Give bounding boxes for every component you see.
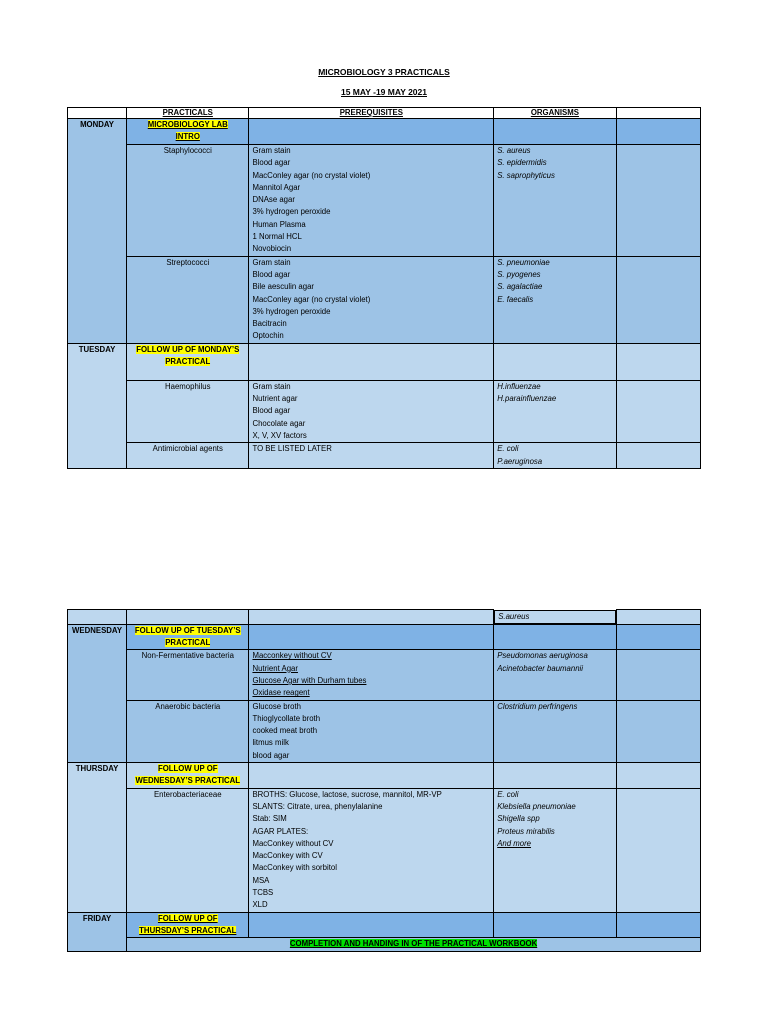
monday-intro-prereq	[249, 119, 494, 145]
prereq-item: BROTHS: Glucose, lactose, sucrose, mannitol, MR-VP	[252, 789, 442, 799]
followup-line-1: FOLLOW UP OF	[157, 764, 218, 774]
tuesday-followup	[127, 343, 249, 380]
prereq-item: Nutrient agar	[252, 394, 298, 404]
staph-row	[68, 145, 701, 257]
day-thursday: THURSDAY	[68, 763, 127, 913]
followup-line-2: PRACTICAL	[165, 638, 211, 648]
strep-prereq	[249, 256, 494, 343]
top-row-prac	[127, 610, 249, 625]
staph-extra	[616, 145, 700, 257]
top-row-organism: S.aureus	[494, 610, 615, 624]
table2-top-row	[68, 610, 701, 625]
header-organisms: ORGANISMS	[494, 108, 616, 119]
organism-item: Acinetobacter baumannii	[497, 663, 584, 673]
organism-item: H.parainfluenzae	[497, 394, 557, 404]
prereq-item: Glucose broth	[252, 701, 301, 711]
prereq-item: Oxidase reagent	[252, 688, 310, 698]
friday-followup	[127, 912, 249, 938]
followup-line-2: THURSDAY’S PRACTICAL	[139, 925, 237, 935]
antimicrobial-prereq	[249, 443, 494, 469]
prereq-item: litmus milk	[252, 738, 289, 748]
prereq-item: Nutrient Agar	[252, 663, 298, 673]
organism-item: S. pyogenes	[497, 269, 541, 279]
prereq-item: blood agar	[252, 750, 290, 760]
prereq-item: cooked meat broth	[252, 726, 318, 736]
prereq-item: Chocolate agar	[252, 418, 306, 428]
practical-anaerobic: Anaerobic bacteria	[127, 700, 249, 762]
prereq-item: MacConkey with sorbitol	[252, 863, 337, 873]
prereq-item: MacConkey without CV	[252, 838, 334, 848]
thursday-followup-org	[494, 763, 616, 789]
prereq-item: MacConley agar (no crystal violet)	[252, 170, 371, 180]
antimicrobial-row	[68, 443, 701, 469]
prereq-item: DNAse agar	[252, 195, 295, 205]
nonferm-prereq	[249, 650, 494, 700]
intro-line-1: MICROBIOLOGY LAB	[147, 120, 228, 129]
antimicrobial-organisms	[494, 443, 616, 469]
header-practicals: PRACTICALS	[127, 108, 249, 119]
followup-line-2: PRACTICAL	[165, 357, 211, 367]
tuesday-followup-prereq	[249, 343, 494, 380]
organism-item: Klebsiella pneumoniae	[497, 801, 576, 811]
practical-nonfermentative: Non-Fermentative bacteria	[127, 650, 249, 700]
completion-text: COMPLETION AND HANDING IN OF THE PRACTICAL WORKBOOK	[289, 939, 538, 949]
staph-organisms	[494, 145, 616, 257]
wednesday-followup-extra	[616, 624, 700, 650]
practical-haemophilus: Haemophilus	[127, 380, 249, 442]
entero-prereq	[249, 788, 494, 912]
schedule-table-2	[67, 609, 701, 952]
monday-intro-org	[494, 119, 616, 145]
prereq-item: Blood agar	[252, 269, 291, 279]
friday-followup-extra	[616, 912, 700, 938]
haemophilus-row	[68, 380, 701, 442]
schedule-table-1	[67, 107, 701, 469]
prereq-item: 3% hydrogen peroxide	[252, 306, 331, 316]
nonferm-organisms	[494, 650, 616, 700]
organism-item: Shigella spp	[497, 814, 540, 824]
organism-item: S. agalactiae	[497, 282, 543, 292]
prereq-item: Gram stain	[252, 257, 291, 267]
header-prerequisites: PREREQUISITES	[249, 108, 494, 119]
prereq-item: XLD	[252, 900, 268, 910]
prereq-item: SLANTS: Citrate, urea, phenylalanine	[252, 801, 383, 811]
staph-prereq	[249, 145, 494, 257]
prereq-item: MacConley agar (no crystal violet)	[252, 294, 371, 304]
monday-intro-extra	[616, 119, 700, 145]
thursday-followup-prereq	[249, 763, 494, 789]
prereq-item: Bile aesculin agar	[252, 282, 314, 292]
intro-line-2: INTRO	[175, 132, 200, 142]
prereq-item: 1 Normal HCL	[252, 232, 302, 242]
strep-extra	[616, 256, 700, 343]
prereq-item: Gram stain	[252, 146, 291, 155]
friday-followup-row	[68, 912, 701, 938]
prereq-item: Macconkey without CV	[252, 651, 332, 661]
prereq-item: MSA	[252, 875, 270, 885]
organism-item: S. pneumoniae	[497, 257, 550, 267]
anaerobic-row	[68, 700, 701, 762]
thursday-followup-extra	[616, 763, 700, 789]
organism-item: Pseudomonas aeruginosa	[497, 651, 588, 661]
top-row-extra	[616, 610, 700, 625]
anaerobic-extra	[616, 700, 700, 762]
prereq-item: TCBS	[252, 888, 274, 898]
organism-item: E. coli	[497, 789, 519, 799]
wednesday-followup-prereq	[249, 624, 494, 650]
anaerobic-prereq	[249, 700, 494, 762]
prereq-item: Stab: SIM	[252, 814, 287, 824]
friday-followup-org	[494, 912, 616, 938]
practical-staphylococci: Staphylococci	[127, 145, 249, 257]
friday-followup-prereq	[249, 912, 494, 938]
prereq-item: Thioglycollate broth	[252, 713, 321, 723]
completion-cell	[127, 938, 701, 951]
organism-item: Clostridium perfringens	[497, 701, 578, 711]
day-friday: FRIDAY	[68, 912, 127, 951]
prereq-item: Blood agar	[252, 158, 291, 168]
practical-streptococci: Streptococci	[127, 256, 249, 343]
prereq-item: 3% hydrogen peroxide	[252, 207, 331, 217]
header-day	[68, 108, 127, 119]
wednesday-followup-org	[494, 624, 616, 650]
day-monday: MONDAY	[68, 119, 127, 344]
prereq-item: Novobiocin	[252, 244, 292, 254]
organism-item: H.influenzae	[497, 381, 541, 391]
followup-line-1: FOLLOW UP OF TUESDAY’S	[134, 625, 241, 635]
prereq-item: Gram stain	[252, 381, 291, 391]
organism-item: E. faecalis	[497, 294, 534, 304]
monday-intro	[127, 119, 249, 145]
practical-enterobacteriaceae: Enterobacteriaceae	[127, 788, 249, 912]
prereq-item: Optochin	[252, 331, 284, 341]
anaerobic-organisms	[494, 700, 616, 762]
strep-row	[68, 256, 701, 343]
thursday-followup-row	[68, 763, 701, 789]
haemo-prereq	[249, 380, 494, 442]
top-row-day	[68, 610, 127, 625]
strep-organisms	[494, 256, 616, 343]
monday-intro-row	[68, 119, 701, 145]
organism-item: S. epidermidis	[497, 158, 547, 168]
organism-item: And more	[497, 838, 532, 848]
haemo-organisms	[494, 380, 616, 442]
prereq-item: X, V, XV factors	[252, 430, 307, 440]
day-wednesday: WEDNESDAY	[68, 624, 127, 762]
organism-item: S. saprophyticus	[497, 170, 555, 180]
tuesday-followup-org	[494, 343, 616, 380]
entero-extra	[616, 788, 700, 912]
followup-line-1: FOLLOW UP OF	[157, 913, 218, 923]
prereq-item: TO BE LISTED LATER	[252, 444, 332, 454]
nonferm-extra	[616, 650, 700, 700]
tuesday-followup-extra	[616, 343, 700, 380]
followup-line-2: WEDNESDAY’S PRACTICAL	[135, 776, 241, 786]
document-title: MICROBIOLOGY 3 PRACTICALS	[318, 67, 450, 77]
top-row-prereq	[249, 610, 494, 625]
prereq-item: AGAR PLATES:	[252, 826, 309, 836]
header-row	[68, 108, 701, 119]
prereq-item: Mannitol Agar	[252, 182, 301, 192]
antimicrobial-extra	[616, 443, 700, 469]
wednesday-followup-row	[68, 624, 701, 650]
prereq-item: Glucose Agar with Durham tubes	[252, 675, 367, 685]
entero-row	[68, 788, 701, 912]
organism-item: S. aureus	[497, 146, 531, 155]
practical-antimicrobial: Antimicrobial agents	[127, 443, 249, 469]
organism-item: P.aeruginosa	[497, 456, 543, 466]
document-dates: 15 MAY -19 MAY 2021	[340, 87, 427, 97]
wednesday-followup	[127, 624, 249, 650]
haemo-extra	[616, 380, 700, 442]
final-row	[68, 938, 701, 951]
prereq-item: Human Plasma	[252, 219, 306, 229]
header-extra	[616, 108, 700, 119]
followup-line-1: FOLLOW UP OF MONDAY’S	[136, 344, 240, 354]
nonferm-row	[68, 650, 701, 700]
prereq-item: Blood agar	[252, 406, 291, 416]
day-tuesday: TUESDAY	[68, 343, 127, 468]
prereq-item: MacConkey with CV	[252, 851, 323, 861]
organism-item: E. coli	[497, 444, 519, 454]
entero-organisms	[494, 788, 616, 912]
thursday-followup	[127, 763, 249, 789]
organism-item: Proteus mirabilis	[497, 826, 555, 836]
prereq-item: Bacitracin	[252, 319, 287, 329]
tuesday-followup-row	[68, 343, 701, 380]
